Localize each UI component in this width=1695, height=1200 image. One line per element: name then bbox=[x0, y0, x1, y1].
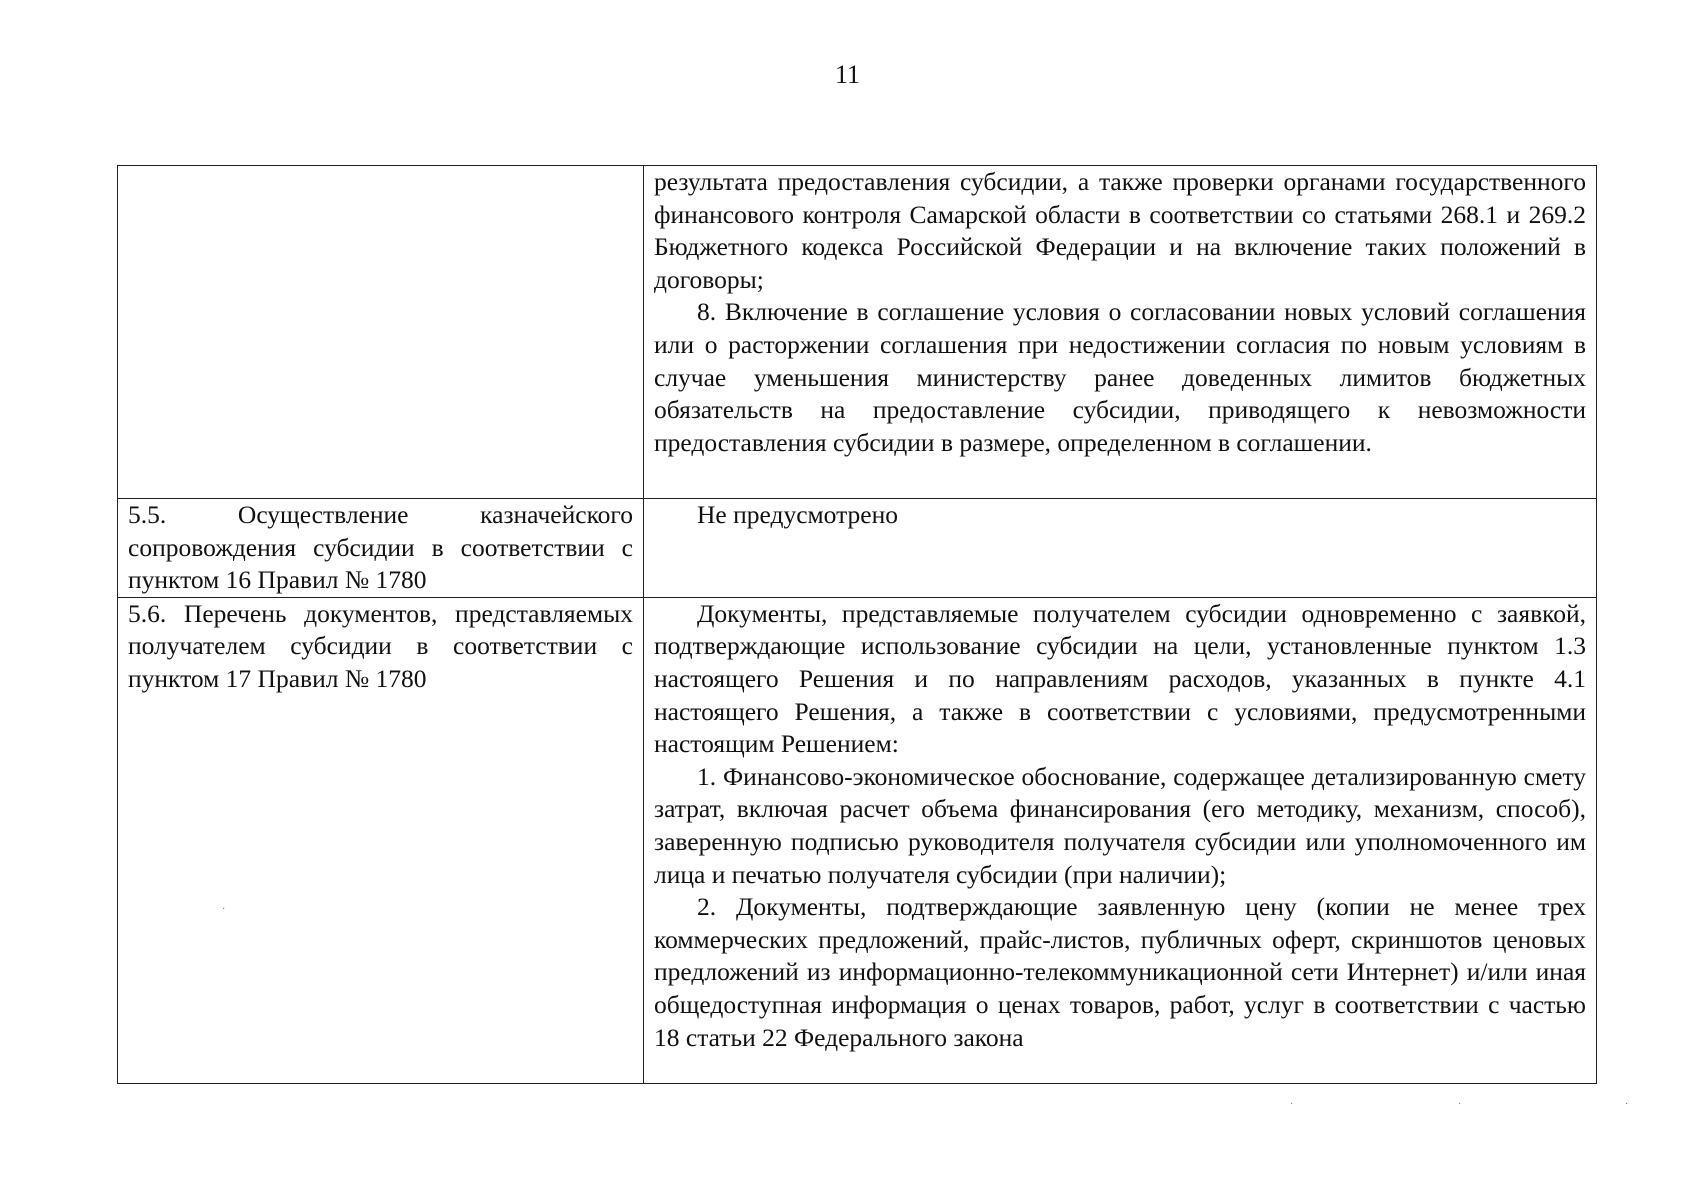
table-row bbox=[118, 499, 1597, 598]
row-label: 5.5. Осуществление казначейского сопровождения субсидии в соответствии с пунктом 16 Правил № 1780 bbox=[128, 500, 633, 595]
row-content-cell bbox=[644, 499, 1597, 598]
row-label: 5.6. Перечень документов, представляемых получателем субсидии в соответствии с пунктом 17 Правил № 1780 bbox=[128, 598, 633, 693]
content-paragraph: 2. Документы, подтверждающие заявленную цену (копии не менее трех коммерческих предложений, прайс-листов, публичных оферт, скриншотов ценовых предложений из информационно-телекоммуникационной сети Интернет) и/или иная общедоступная информация о ценах товаров, работ, услуг в соответствии с частью 18 статьи 22 Федерального закона bbox=[654, 892, 1586, 1052]
scan-speck: · bbox=[1290, 1099, 1294, 1110]
document-table bbox=[117, 165, 1597, 1084]
scan-speck: · bbox=[1458, 1099, 1462, 1110]
row-label-cell bbox=[118, 166, 644, 499]
content-paragraph: 8. Включение в соглашение условия о согласовании новых условий соглашения или о расторжении соглашения при недостижении согласия по новым условиям в случае уменьшения министерству ранее доведенных лимитов бюджетных обязательств на предоставление субсидии, приводящего к невозможности предоставления субсидии в размере, определенном в соглашении. bbox=[654, 297, 1586, 457]
scan-speck: · bbox=[1625, 1099, 1629, 1110]
table-row bbox=[118, 166, 1597, 499]
page-number: 11 bbox=[834, 60, 861, 89]
content-paragraph: 1. Финансово-экономическое обоснование, содержащее детализированную смету затрат, включая расчет объема финансирования (его методику, механизм, способ), заверенную подписью руководителя получателя субсидии или уполномоченного им лица и печатью получателя субсидии (при наличии); bbox=[654, 761, 1586, 889]
content-paragraph: результата предоставления субсидии, а также проверки органами государственного финансового контроля Самарской области в соответствии со статьями 268.1 и 269.2 Бюджетного кодекса Российской Федерации и на включение таких положений в договоры; bbox=[654, 167, 1586, 294]
content-paragraph: Документы, представляемые получателем субсидии одновременно с заявкой, подтверждающие использование субсидии на цели, установленные пунктом 1.3 настоящего Решения и по направлениям расходов, указанных в пункте 4.1 настоящего Решения, а также в соответствии с условиями, предусмотренными настоящим Решением: bbox=[654, 598, 1586, 759]
row-content-cell bbox=[644, 166, 1597, 499]
table-row bbox=[118, 597, 1597, 1083]
row-content-cell bbox=[644, 597, 1597, 1083]
row-label-cell bbox=[118, 499, 644, 598]
content-paragraph: Не предусмотрено bbox=[697, 500, 898, 529]
row-label-cell bbox=[118, 597, 644, 1083]
scan-speck: · bbox=[222, 904, 226, 915]
